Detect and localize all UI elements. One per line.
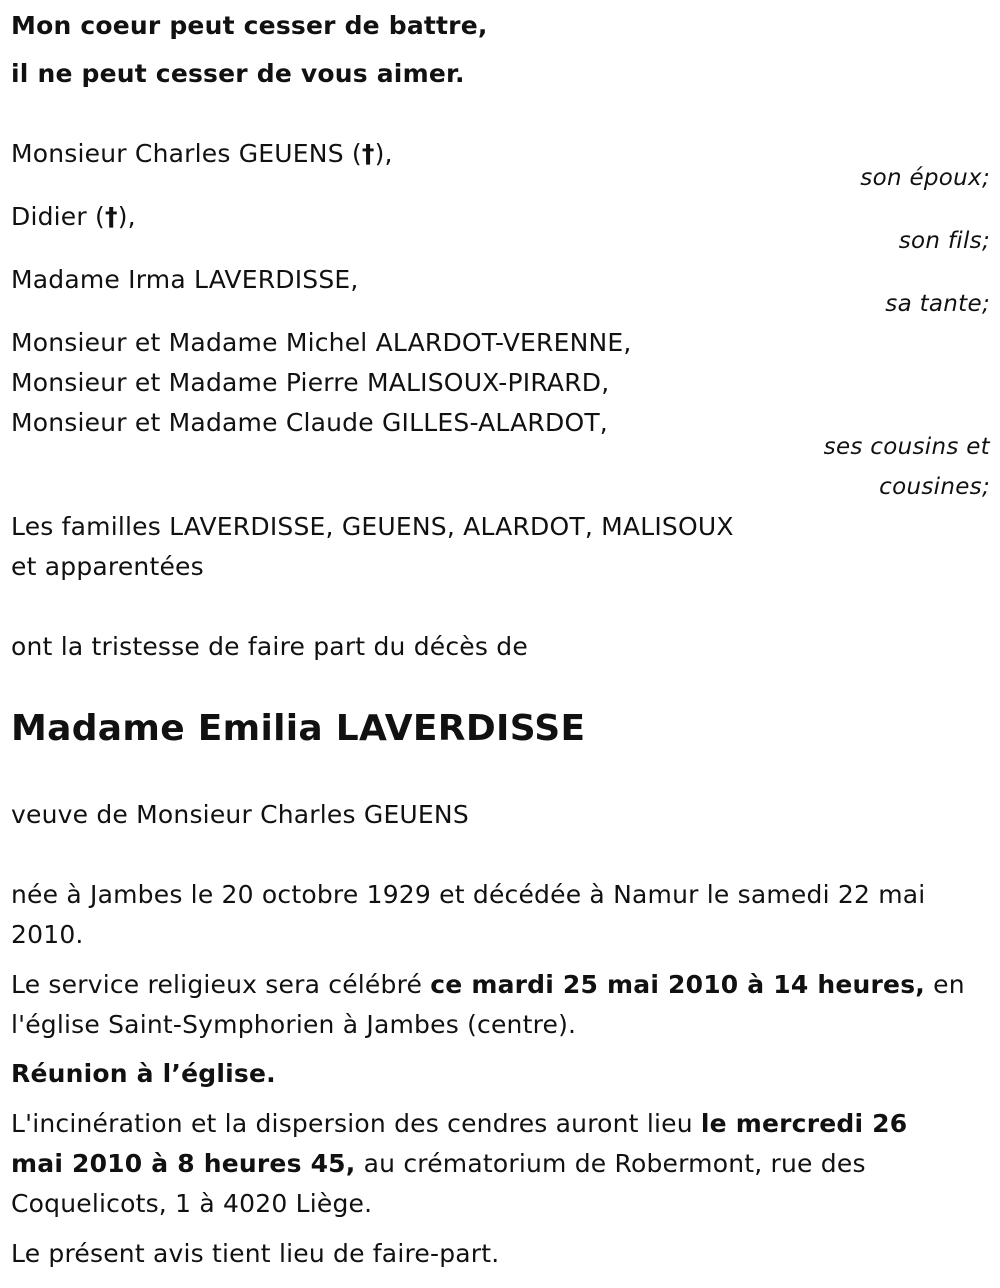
cousin-line: Monsieur et Madame Claude GILLES-ALARDOT,: [11, 408, 608, 437]
families-line-2: et apparentées: [11, 552, 204, 581]
dates-line-2: 2010.: [11, 920, 84, 949]
widow-of: veuve de Monsieur Charles GEUENS: [11, 800, 469, 829]
service-line-1: Le service religieux sera célébré ce mardi 25 mai 2010 à 14 heures, en: [11, 970, 965, 999]
dates-line-1: née à Jambes le 20 octobre 1929 et décédée à Namur le samedi 22 mai: [11, 880, 926, 909]
cousin-line: Monsieur et Madame Michel ALARDOT-VERENNE,: [11, 328, 632, 357]
cousins-role-line-2: cousines;: [879, 474, 990, 500]
cremation-line-3: Coquelicots, 1 à 4020 Liège.: [11, 1189, 373, 1218]
closing-note: Le présent avis tient lieu de faire-part.: [11, 1239, 500, 1268]
aunt-name: Madame Irma LAVERDISSE,: [11, 265, 359, 294]
cross-icon: †: [361, 139, 375, 168]
aunt-role: sa tante;: [885, 291, 990, 317]
son-role: son fils;: [898, 228, 990, 254]
cremation-line-2: mai 2010 à 8 heures 45, au crématorium de Robermont, rue des: [11, 1149, 866, 1178]
husband-name: Monsieur Charles GEUENS (†),: [11, 139, 393, 168]
epitaph-line-2: il ne peut cesser de vous aimer.: [11, 59, 465, 88]
cousin-line: Monsieur et Madame Pierre MALISOUX-PIRARD,: [11, 368, 610, 397]
cross-icon: †: [104, 202, 118, 231]
husband-role: son époux;: [860, 165, 990, 191]
meeting: Réunion à l’église.: [11, 1059, 276, 1088]
cousins-role-line-1: ses cousins et: [823, 434, 990, 460]
announcement: ont la tristesse de faire part du décès de: [11, 632, 528, 661]
cremation-line-1: L'incinération et la dispersion des cendres auront lieu le mercredi 26: [11, 1109, 908, 1138]
deceased-name: Madame Emilia LAVERDISSE: [11, 708, 586, 749]
families-line-1: Les familles LAVERDISSE, GEUENS, ALARDOT, MALISOUX: [11, 512, 734, 541]
service-line-2: l'église Saint-Symphorien à Jambes (centre).: [11, 1010, 577, 1039]
son-name: Didier (†),: [11, 202, 136, 231]
epitaph-line-1: Mon coeur peut cesser de battre,: [11, 11, 488, 40]
